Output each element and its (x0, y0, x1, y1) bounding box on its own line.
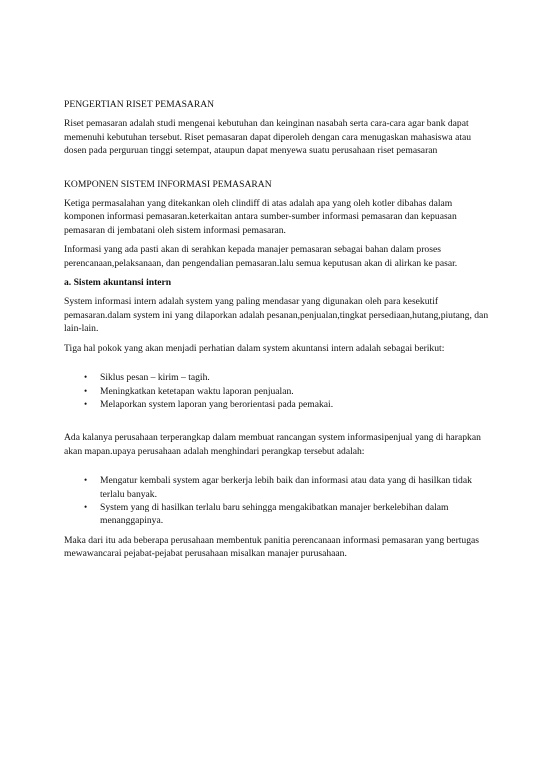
bullet-list-pokok (64, 371, 492, 411)
bullet-icon: • (84, 501, 88, 512)
list-item (64, 371, 492, 384)
list-item-text: Meningkatkan ketetapan waktu laporan penjualan. (100, 385, 294, 397)
list-item-text: Melaporkan system laporan yang berorientasi pada pemakai. (100, 398, 334, 410)
bullet-icon: • (84, 372, 88, 383)
bullet-icon: • (84, 475, 88, 486)
paragraph-akuntansi-3: Ada kalanya perusahaan terperangkap dalam membuat rancangan system informasipenjual yang di harapkan akan mapan.upaya perusahaan adalah menghindari perangkap tersebut adalah: (64, 432, 481, 457)
list-item-text: System yang di hasilkan terlalu baru sehingga mengakibatkan manajer berkelebihan dalam menanggapinya. (100, 501, 449, 527)
list-item (64, 501, 492, 528)
bullet-icon: • (84, 398, 88, 409)
paragraph-riset: Riset pemasaran adalah studi mengenai kebutuhan dan keinginan nasabah serta cara-cara agar bank dapat memenuhi kebutuhan tersebut. Riset pemasaran dapat diperoleh dengan cara menugaskan mahasiswa atau dosen pada perguruan tinggi setempat, ataupun dapat menyewa suatu perusahaan riset pemasaran (64, 118, 472, 157)
list-item-text: Mengatur kembali system agar berkerja lebih baik dan informasi atau data yang di hasilkan tidak terlalu banyak. (100, 475, 472, 500)
bullet-icon: • (84, 385, 88, 396)
paragraph-akuntansi-1: System informasi intern adalah system yang paling mendasar yang digunakan oleh para kesekutif pemasaran.dalam system ini yang dilaporkan adalah pesanan,penjualan,tingkat persediaan,hutang,piutang, dan lain-lain. (64, 296, 489, 335)
list-item-text: Siklus pesan – kirim – tagih. (100, 372, 210, 384)
list-item (64, 385, 492, 398)
section-heading-riset: PENGERTIAN RISET PEMASARAN (64, 99, 215, 110)
paragraph-akuntansi-2: Tiga hal pokok yang akan menjadi perhatian dalam system akuntansi intern adalah sebagai berikut: (64, 342, 445, 354)
paragraph-komponen-2: Informasi yang ada pasti akan di serahkan kepada manajer pemasaran sebagai bahan dalam proses perencanaan,pelaksanaan, dan pengendalian pemasaran.lalu semua keputusan akan di alirkan ke pasar. (64, 244, 458, 269)
paragraph-komponen-1: Ketiga permasalahan yang ditekankan oleh clindiff di atas adalah apa yang oleh kotler dibahas dalam komponen informasi pemasaran.keterkaitan antara sumber-sumber informasi pemasaran dan kepuasan pemasaran di jembatani oleh sistem informasi pemasaran. (64, 198, 457, 236)
paragraph-akuntansi-4: Maka dari itu ada beberapa perusahaan membentuk panitia perencanaan informasi pemasaran yang bertugas mewawancarai pejabat-pejabat perusahaan misalkan manajer purusahaan. (64, 534, 480, 560)
bullet-list-perangkap (64, 474, 492, 528)
subsection-heading-akuntansi: a. Sistem akuntansi intern (64, 277, 172, 289)
list-item (64, 474, 492, 501)
section-heading-komponen: KOMPONEN SISTEM INFORMASI PEMASARAN (64, 178, 272, 190)
list-item (64, 398, 492, 411)
